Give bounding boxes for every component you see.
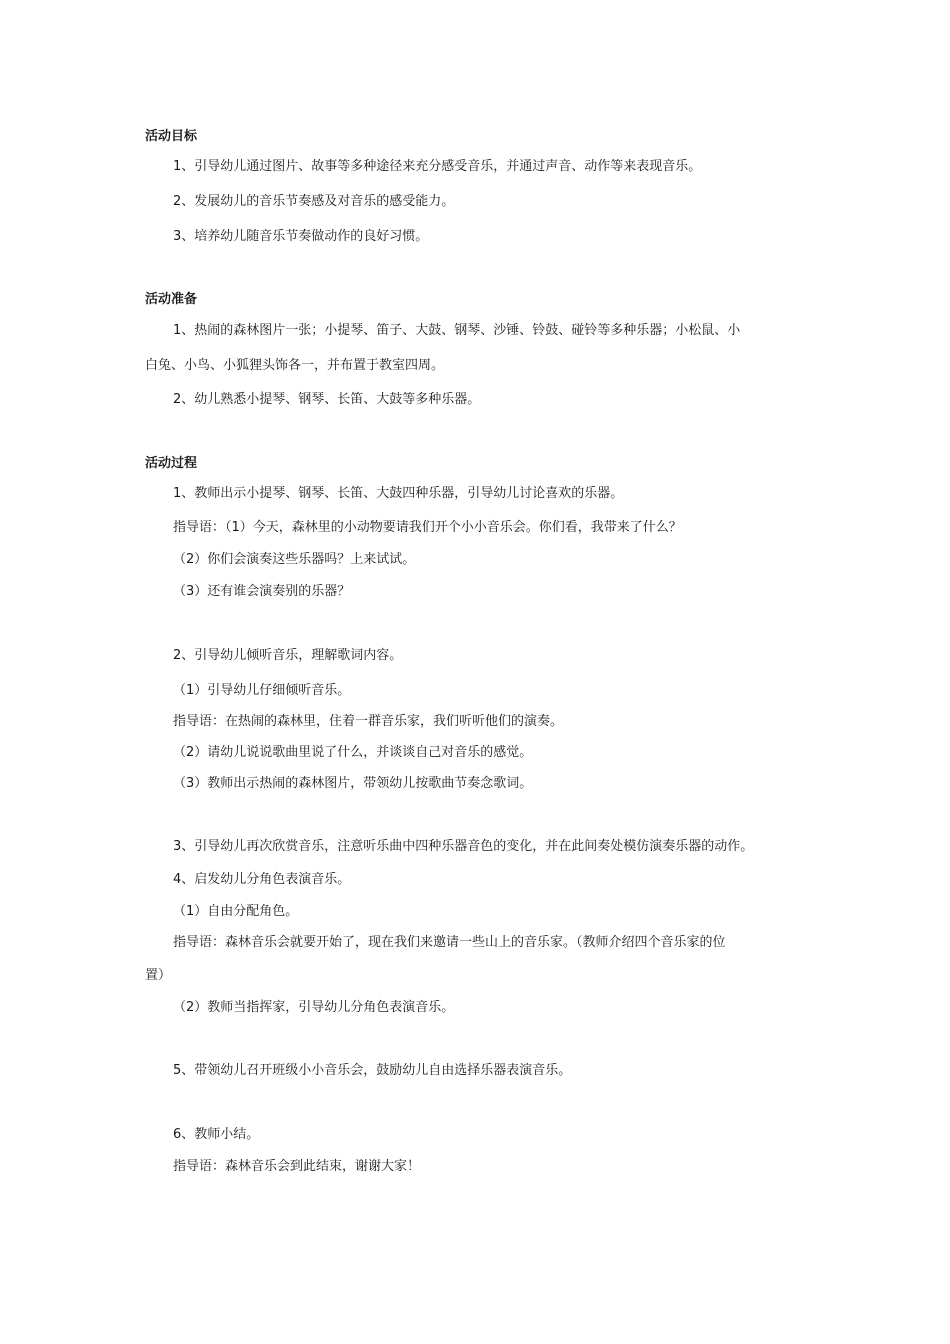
process-step-2: 2、引导幼儿倾听音乐，理解歌词内容。 [173, 648, 403, 663]
process-sub-item: （3）还有谁会演奏别的乐器？ [173, 584, 351, 599]
preparation-item-1: 1、热闹的森林图片一张；小提琴、笛子、大鼓、钢琴、沙锤、铃鼓、碰铃等多种乐器；小松鼠、小 [173, 323, 741, 338]
process-sub-item: （1）引导幼儿仔细倾听音乐。 [173, 683, 351, 698]
process-sub-item: （2）教师当指挥家，引导幼儿分角色表演音乐。 [173, 1000, 455, 1015]
goal-item-3: 3、培养幼儿随音乐节奏做动作的良好习惯。 [173, 229, 429, 244]
process-guide-line: 指导语：（1）今天，森林里的小动物要请我们开个小小音乐会。你们看，我带来了什么？ [173, 520, 682, 535]
process-step-1: 1、教师出示小提琴、钢琴、长笛、大鼓四种乐器，引导幼儿讨论喜欢的乐器。 [173, 486, 624, 501]
process-step-4: 4、启发幼儿分角色表演音乐。 [173, 872, 351, 887]
section-heading-preparation: 活动准备 [145, 292, 198, 307]
process-sub-item: （2）你们会演奏这些乐器吗？上来试试。 [173, 552, 416, 567]
process-step-3: 3、引导幼儿再次欣赏音乐，注意听乐曲中四种乐器音色的变化，并在此间奏处模仿演奏乐器的动作。 [173, 839, 754, 854]
process-sub-item: （3）教师出示热闹的森林图片，带领幼儿按歌曲节奏念歌词。 [173, 776, 533, 791]
section-heading-process: 活动过程 [145, 456, 198, 471]
process-sub-item: （2）请幼儿说说歌曲里说了什么，并谈谈自己对音乐的感觉。 [173, 745, 533, 760]
goal-item-2: 2、发展幼儿的音乐节奏感及对音乐的感受能力。 [173, 194, 455, 209]
goal-item-1: 1、引导幼儿通过图片、故事等多种途径来充分感受音乐，并通过声音、动作等来表现音乐。 [173, 159, 702, 174]
preparation-item-2: 2、幼儿熟悉小提琴、钢琴、长笛、大鼓等多种乐器。 [173, 392, 481, 407]
process-step-6: 6、教师小结。 [173, 1127, 260, 1142]
preparation-item-1-cont: 白兔、小鸟、小狐狸头饰各一，并布置于教室四周。 [145, 358, 445, 373]
process-guide-line: 指导语：森林音乐会就要开始了，现在我们来邀请一些山上的音乐家。（教师介绍四个音乐家的位 [173, 935, 726, 950]
process-guide-line: 指导语：森林音乐会到此结束，谢谢大家！ [173, 1159, 421, 1174]
process-step-5: 5、带领幼儿召开班级小小音乐会，鼓励幼儿自由选择乐器表演音乐。 [173, 1063, 572, 1078]
process-guide-line: 指导语：在热闹的森林里，住着一群音乐家，我们听听他们的演奏。 [173, 714, 564, 729]
section-heading-goals: 活动目标 [145, 129, 198, 144]
process-sub-item: （1）自由分配角色。 [173, 904, 299, 919]
process-guide-line-cont: 置） [145, 968, 172, 983]
